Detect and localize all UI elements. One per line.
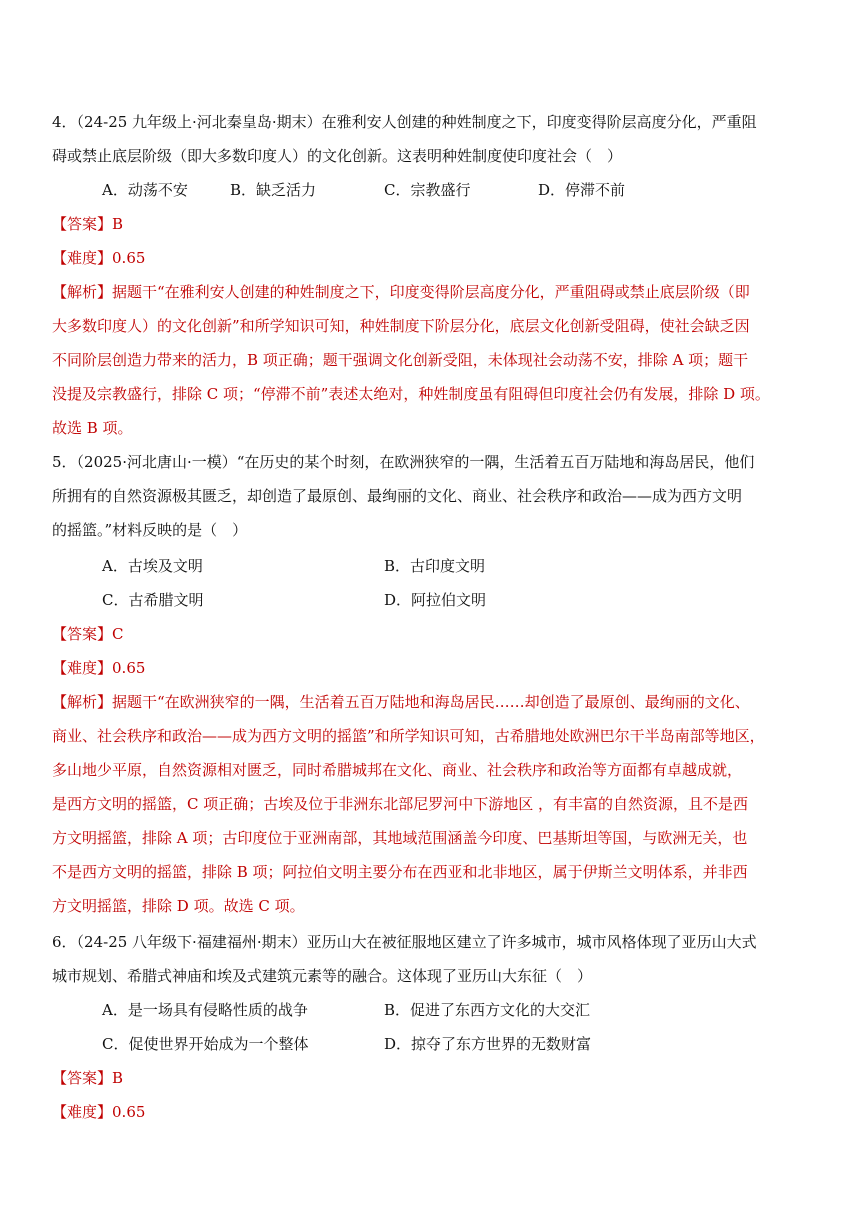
analysis-line: 不同阶层创造力带来的活力，B 项正确；题干强调文化创新受阻，未体现社会动荡不安，排除 A 项；题干: [52, 351, 749, 369]
option-a: A．古埃及文明: [102, 557, 203, 575]
answer-line: [52, 624, 124, 644]
answer-value: B: [112, 1069, 124, 1087]
difficulty-line: [52, 248, 145, 268]
option-a: A．是一场具有侵略性质的战争: [102, 1001, 308, 1019]
option-d: D．停滞不前: [538, 181, 626, 199]
answer-label: 【答案】: [52, 1069, 113, 1087]
question-stem-line: 5．（2025·河北唐山·一模）“在历史的某个时刻，在欧洲狭窄的一隅，生活着五百万陆地和海岛居民，他们: [52, 453, 755, 471]
answer-value: B: [112, 215, 124, 233]
option-b: B．古印度文明: [384, 557, 486, 575]
answer-line: [52, 214, 123, 234]
option-b: B．促进了东西方文化的大交汇: [384, 1001, 591, 1019]
analysis-line: 方文明摇篮，排除 D 项。故选 C 项。: [52, 897, 305, 915]
analysis-line: 多山地少平原，自然资源相对匮乏，同时希腊城邦在文化、商业、社会秩序和政治等方面都有卓越成就，: [52, 761, 743, 779]
difficulty-value: 0.65: [112, 1103, 146, 1121]
analysis-label: 【解析】: [52, 283, 113, 301]
question-stem-line: 6．（24-25 八年级下·福建福州·期末）亚历山大在被征服地区建立了许多城市，城市风格体现了亚历山大式: [52, 933, 757, 951]
difficulty-label: 【难度】: [52, 1103, 113, 1121]
question-stem-line: 4．（24-25 九年级上·河北秦皇岛·期末）在雅利安人创建的种姓制度之下，印度变得阶层高度分化，严重阻: [52, 113, 757, 131]
analysis-line: 没提及宗教盛行，排除 C 项；“停滞不前”表述太绝对，种姓制度虽有阻碍但印度社会仍有发展，排除 D 项。: [52, 385, 770, 403]
question-stem-line: 城市规划、希腊式神庙和埃及式建筑元素等的融合。这体现了亚历山大东征（ ）: [52, 967, 593, 985]
difficulty-label: 【难度】: [52, 249, 113, 267]
answer-line: [52, 1068, 123, 1088]
analysis-text: 据题干“在欧洲狭窄的一隅，生活着五百万陆地和海岛居民……却创造了最原创、最绚丽的文化、: [112, 693, 750, 711]
difficulty-label: 【难度】: [52, 659, 113, 677]
analysis-label: 【解析】: [52, 693, 113, 711]
difficulty-line: [52, 1102, 145, 1122]
question-stem-line: 的摇篮。”材料反映的是（ ）: [52, 521, 248, 539]
answer-label: 【答案】: [52, 625, 113, 643]
option-d: D．阿拉伯文明: [384, 591, 487, 609]
analysis-line: 商业、社会秩序和政治——成为西方文明的摇篮”和所学知识可知，古希腊地处欧洲巴尔干半岛南部等地区，: [52, 727, 765, 745]
difficulty-line: [52, 658, 145, 678]
analysis-line: 是西方文明的摇篮，C 项正确；古埃及位于非洲东北部尼罗河中下游地区 ，有丰富的自然资源，且不是西: [52, 795, 749, 813]
answer-value: C: [112, 625, 124, 643]
analysis-text: 据题干“在雅利安人创建的种姓制度之下，印度变得阶层高度分化，严重阻碍或禁止底层阶级（即: [112, 283, 750, 301]
analysis-line: 故选 B 项。: [52, 419, 133, 437]
option-a: A．动荡不安: [102, 181, 188, 199]
analysis-line: 方文明摇篮，排除 A 项；古印度位于亚洲南部，其地域范围涵盖今印度、巴基斯坦等国，与欧洲无关，也: [52, 829, 748, 847]
option-c: C．古希腊文明: [102, 591, 204, 609]
question-stem-line: 所拥有的自然资源极其匮乏，却创造了最原创、最绚丽的文化、商业、社会秩序和政治——成为西方文明: [52, 487, 743, 505]
difficulty-value: 0.65: [112, 659, 146, 677]
question-stem-line: 碍或禁止底层阶级（即大多数印度人）的文化创新。这表明种姓制度使印度社会（ ）: [52, 147, 623, 165]
analysis-line: 不是西方文明的摇篮，排除 B 项；阿拉伯文明主要分布在西亚和北非地区，属于伊斯兰文明体系，并非西: [52, 863, 748, 881]
option-d: D．掠夺了东方世界的无数财富: [384, 1035, 592, 1053]
analysis-line: [52, 692, 750, 712]
answer-label: 【答案】: [52, 215, 113, 233]
analysis-line: [52, 282, 750, 302]
difficulty-value: 0.65: [112, 249, 146, 267]
analysis-line: 大多数印度人）的文化创新”和所学知识可知，种姓制度下阶层分化，底层文化创新受阻碍，使社会缺乏因: [52, 317, 750, 335]
option-c: C．促使世界开始成为一个整体: [102, 1035, 309, 1053]
option-b: B．缺乏活力: [230, 181, 317, 199]
option-c: C．宗教盛行: [384, 181, 471, 199]
